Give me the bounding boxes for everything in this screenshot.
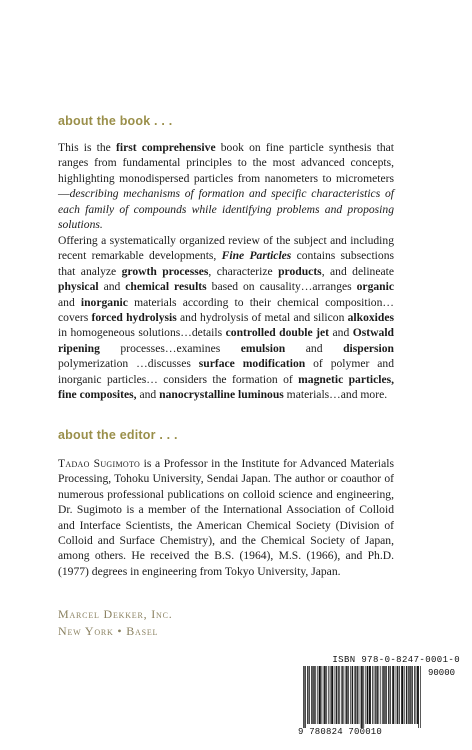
barcode-bar [338,666,339,724]
barcode-bar [317,666,318,724]
barcode-bar [352,666,353,724]
barcode-bar [332,666,333,724]
publisher-name: Marcel Dekker, Inc. [58,607,173,621]
barcode-bar [348,666,349,724]
barcode-bar [362,666,363,728]
barcode-bar [396,666,397,724]
barcode-bar [416,666,417,724]
barcode-bar [336,666,337,724]
barcode-bar [382,666,383,724]
barcode-bar [324,666,325,724]
barcode-bar [304,666,305,728]
barcode-bar [315,666,316,724]
isbn-barcode [303,666,421,733]
barcode-bar [312,666,313,724]
barcode-bar [380,666,381,724]
barcode-bar [410,666,411,724]
barcode-bar [333,666,334,724]
barcode-bar [418,666,419,724]
barcode-bar [308,666,309,724]
barcode-bar [319,666,320,724]
barcode-bar [386,666,387,724]
barcode-bar [374,666,375,724]
about-book-paragraph-2: Offering a systematically organized review of the subject and including recent remarkable developments, Fine Particles contains subsections that analyze growth processes, characterize products, and delineate physical and chemical results based on causality…arranges organic and inorganic materials according to their chemical composition…covers forced hydrolysis and hydrolysis of metal and silicon alkoxides in homogeneous solutions…details controlled double jet and Ostwald ripening processes…examines emulsion and dispersion polymerization …discusses surface modification of polymer and inorganic particles… considers the formation of magnetic particles, fine composites, and nanocrystalline luminous materials…and more. [58,234,395,402]
barcode-bar [370,666,371,724]
barcode-bar [398,666,399,724]
barcode-bar [407,666,408,724]
barcode-bar [412,666,413,724]
barcode-bar [389,666,390,724]
barcode-bar [359,666,360,724]
barcode-bar [393,666,394,724]
barcode-bar [303,666,304,728]
barcode-bar [394,666,395,724]
barcode-bar [363,666,364,728]
barcode-bar [392,666,393,724]
barcode-bar [305,666,306,728]
barcode-bar [367,666,368,724]
barcode-bar [388,666,389,724]
barcode-bar [367,666,368,724]
barcode-bar [347,666,348,724]
barcode-bar [328,666,329,724]
barcode-bar [352,666,353,724]
barcode-bar [361,666,362,728]
barcode-bar [404,666,405,724]
barcode-bar [378,666,379,724]
about-editor-paragraph: Tadao Sugimoto is a Professor in the Institute for Advanced Materials Processing, Tohoku University, Sendai Japan. The author or coauthor of numerous professional publications on colloid science and engineering, Dr. Sugimoto is a member of the International Association of Colloid and Interface Scientists, the American Chemical Society (Division of Colloid and Surface Chemistry), and the Chemical Society of Japan, among others. He received the B.S. (1964), M.S. (1966), and Ph.D. (1977) degrees in engineering from Tokyo University, Japan. [58,457,394,578]
barcode-bar [322,666,323,724]
barcode-bar [361,666,362,728]
barcode-bar [357,666,358,724]
barcode-bar [406,666,407,724]
barcode-bar [350,666,351,724]
barcode-bar [319,666,320,724]
barcode-bar [417,666,418,724]
barcode-bar [402,666,403,724]
barcode-bar [376,666,377,724]
barcode-bar [408,666,409,724]
barcode-bar [324,666,325,724]
barcode-bar [399,666,400,724]
barcode-bar [365,666,366,724]
publisher-imprint [58,606,173,640]
barcode-bar [320,666,321,724]
barcode-bar [342,666,343,724]
barcode-bar [343,666,344,724]
barcode-bar [409,666,410,724]
barcode-bar [370,666,371,724]
barcode-bar [369,666,370,724]
barcode-main-bars [303,666,421,728]
barcode-bar [390,666,391,724]
barcode-bar [420,666,421,728]
barcode-bar [337,666,338,724]
barcode-bar [331,666,332,724]
about-book-heading: about the book . . . [58,114,173,128]
barcode-bar [314,666,315,724]
barcode-bar [411,666,412,724]
barcode-bar [385,666,386,724]
barcode-bar [326,666,327,724]
barcode-bar [313,666,314,724]
barcode-bar [346,666,347,724]
about-book-paragraph-1: This is the first comprehensive book on fine particle synthesis that ranges from fundamental principles to the most advanced concepts, highlighting monodispersed particles from nanometers to micrometers—describing mechanisms of formation and specific characteristics of each family of compounds while identifying problems and proposing solutions. [58,141,394,232]
barcode-digits: 9 780824 700010 [298,727,383,737]
barcode-bar [309,666,310,724]
barcode-bar [346,666,347,724]
barcode-bar [355,666,356,724]
barcode-bar [341,666,342,724]
barcode-bar [330,666,331,724]
barcode-bar [418,666,419,728]
barcode-bar [377,666,378,724]
barcode-bar [383,666,384,724]
barcode-bar [307,666,308,724]
barcode-bar [325,666,326,724]
barcode-bar [384,666,385,724]
price-code: 90000 [428,668,456,678]
about-editor-heading: about the editor . . . [58,428,178,442]
barcode-bar [335,666,336,724]
publisher-cities: New York • Basel [58,624,159,638]
isbn-text: ISBN 978-0-8247-0001-0 [332,655,460,665]
barcode-bar [401,666,402,724]
barcode-bar [339,666,340,724]
barcode-bar [354,666,355,724]
barcode-bar [402,666,403,724]
barcode-bar [357,666,358,724]
barcode-bar [372,666,373,724]
barcode-bar [414,666,415,724]
barcode-bar [375,666,376,724]
barcode-bar [311,666,312,724]
barcode-bar [397,666,398,724]
